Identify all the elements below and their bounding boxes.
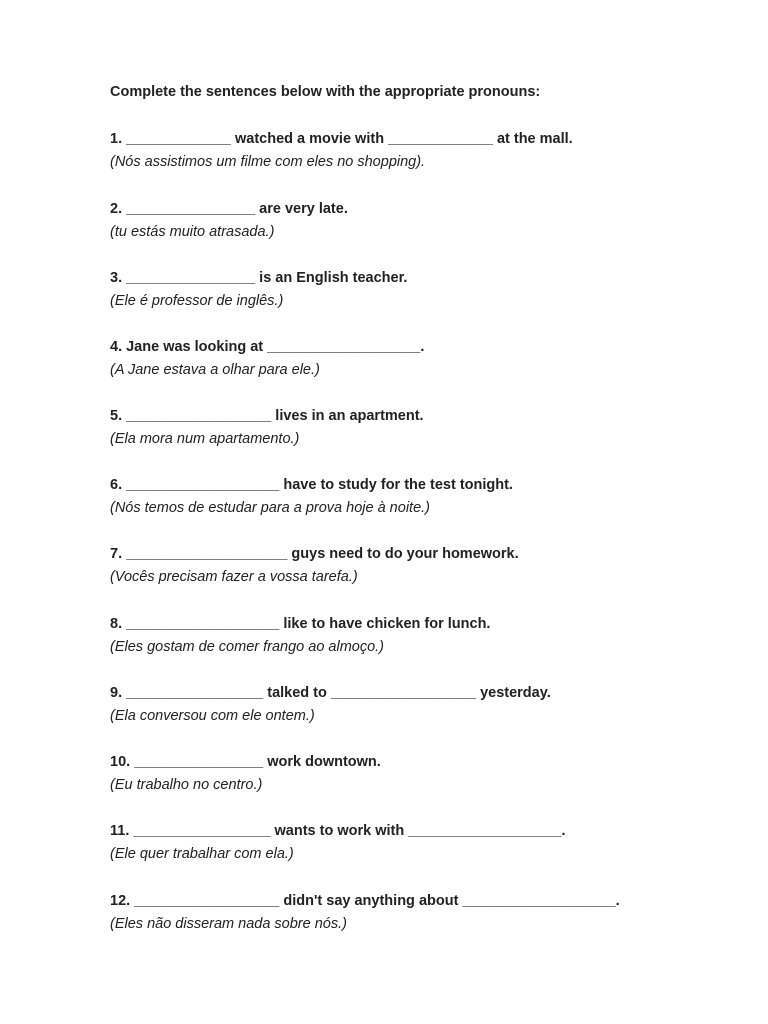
exercise-translation: (Eles gostam de comer frango ao almoço.) [110, 639, 385, 655]
exercise-sentence: 6. ___________________ have to study for the test tonight. [110, 477, 513, 493]
exercise-sentence: 8. ___________________ like to have chicken for lunch. [110, 616, 491, 632]
exercise-sentence: 4. Jane was looking at ___________________. [110, 339, 425, 355]
exercise-translation: (tu estás muito atrasada.) [110, 224, 275, 240]
exercise-translation: (A Jane estava a olhar para ele.) [110, 362, 320, 378]
exercise-item-2 [110, 200, 750, 241]
instruction-heading: Complete the sentences below with the appropriate pronouns: [110, 84, 541, 100]
exercise-item-3 [110, 269, 750, 310]
exercise-sentence: 3. ________________ is an English teacher. [110, 270, 408, 286]
exercise-sentence: 1. _____________ watched a movie with _____________ at the mall. [110, 131, 573, 147]
exercise-translation: (Ela conversou com ele ontem.) [110, 708, 315, 724]
exercise-item-1 [110, 130, 750, 171]
exercise-translation: (Ele quer trabalhar com ela.) [110, 846, 294, 862]
exercise-translation: (Ela mora num apartamento.) [110, 431, 300, 447]
exercise-item-4 [110, 338, 750, 379]
exercise-sentence: 10. ________________ work downtown. [110, 754, 381, 770]
exercise-item-6 [110, 476, 750, 517]
exercise-sentence: 12. __________________ didn't say anything about ___________________. [110, 893, 620, 909]
exercise-sentence: 5. __________________ lives in an apartment. [110, 408, 424, 424]
exercise-item-9 [110, 684, 750, 725]
exercise-sentence: 2. ________________ are very late. [110, 201, 348, 217]
exercise-item-11 [110, 822, 750, 863]
exercise-translation: (Ele é professor de inglês.) [110, 293, 284, 309]
exercise-translation: (Eu trabalho no centro.) [110, 777, 263, 793]
exercise-translation: (Vocês precisam fazer a vossa tarefa.) [110, 569, 358, 585]
exercise-translation: (Eles não disseram nada sobre nós.) [110, 916, 347, 932]
exercise-item-7 [110, 545, 750, 586]
exercise-sentence: 11. _________________ wants to work with ___________________. [110, 823, 566, 839]
exercise-sentence: 7. ____________________ guys need to do your homework. [110, 546, 519, 562]
exercise-sentence: 9. _________________ talked to __________________ yesterday. [110, 685, 551, 701]
exercise-translation: (Nós temos de estudar para a prova hoje à noite.) [110, 500, 430, 516]
exercise-translation: (Nós assistimos um filme com eles no shopping). [110, 154, 426, 170]
exercise-item-8 [110, 615, 750, 656]
exercise-item-5 [110, 407, 750, 448]
exercise-item-12 [110, 892, 750, 933]
exercise-item-10 [110, 753, 750, 794]
